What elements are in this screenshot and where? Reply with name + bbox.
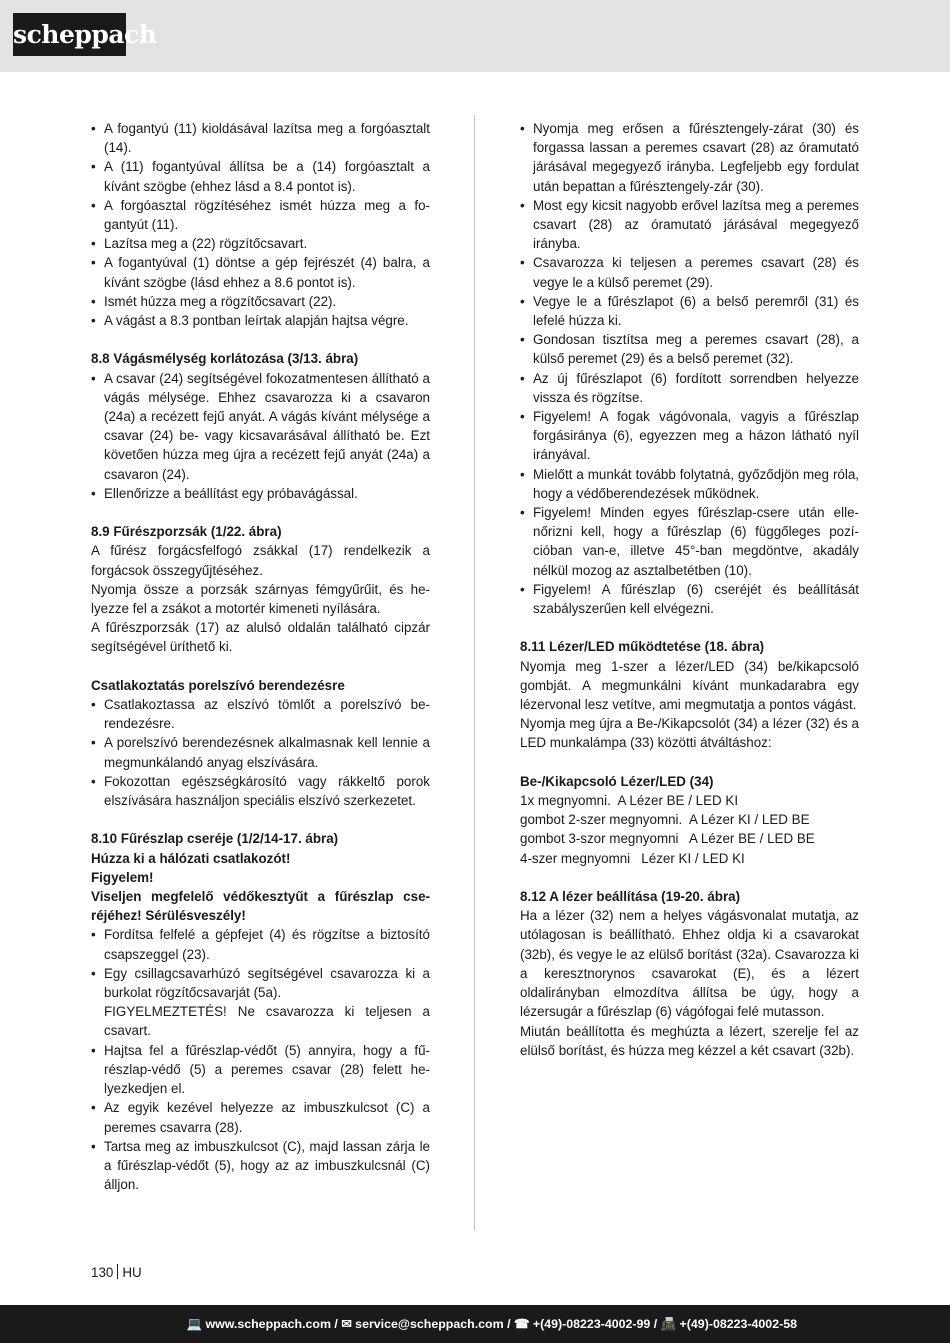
page-header xyxy=(0,0,950,72)
section-heading-8-11: 8.11 Lézer/LED működtetése (18. ábra) xyxy=(520,639,765,655)
list-item: • A vágást a 8.3 pontban leírtak alapján hajtsa végre. xyxy=(91,311,430,330)
website-link[interactable]: www.scheppach.com / xyxy=(205,1317,338,1331)
language-code: HU xyxy=(122,1265,142,1280)
paragraph: A fűrészporzsák (17) az alulsó oldalán található cipzár segítségével üríthető ki. xyxy=(91,620,430,655)
list-item: • Gondosan tisztítsa meg a peremes csavart (28), a külső peremet (29) és a belső peremet (32). xyxy=(520,330,859,368)
column-divider xyxy=(474,115,475,1231)
paragraph: Ha a lézer (32) nem a helyes vágásvonalat mutatja, az utólagosan is beállítható. Ehhez oldja ki a csavarokat (32b), és vegye le az elülső borítást (32a). Csavarozza ki a keresztnorynos csavarokat (E), és a lézert oldalirányban elmozdítva állítsa be úgy, hogy a lézersugár a fűrészlap (6) vágófogai felé mutasson. xyxy=(520,908,859,1020)
switch-line: 4-szer megnyomni Lézer KI / LED KI xyxy=(520,850,745,866)
list-item: • Ellenőrizze a beállítást egy próbavágással. xyxy=(91,484,430,503)
list-item: • A forgóasztal rögzítéséhez ismét húzza meg a fogantyút (11). xyxy=(91,196,430,234)
list-item: • Vegye le a fűrészlapot (6) a belső peremről (31) és lefelé húzza ki. xyxy=(520,292,859,330)
intro-list xyxy=(91,119,430,330)
scheppach-logo: scheppach xyxy=(13,13,126,56)
paragraph: Nyomja meg 1-szer a lézer/LED (34) be/kikapcsoló gombját. A megmunkálni kívánt munkadarabra egy lézervonal lesz vetítve, ami megmutatja a pontos vágást. xyxy=(520,658,859,713)
list-item: • A porelszívó berendezésnek alkalmasnak kell lennie a megmunkálandó anyag elszívására. xyxy=(91,733,430,771)
switch-line: gombot 3-szor megnyomni A Lézer BE / LED BE xyxy=(520,831,815,847)
list-item: • Az egyik kezével helyezze az imbuszkulcsot (C) a peremes csavarra (28). xyxy=(91,1098,430,1136)
paragraph: Nyomja össze a porzsák szárnyas fémgyűrűit, és helyezze fel a zsákot a motortér kimeneti nyílására. xyxy=(91,581,430,617)
list-item: • Figyelem! A fogak vágóvonala, vagyis a fűrészlap forgásiránya (6), egyezzen meg a házon látható nyíl irányával. xyxy=(520,407,859,465)
list-item: • A csavar (24) segítségével fokozatmentesen állítható a vágás mélysége. Ehhez csavarozza ki a csavaron (24a) a recézett fejű anyát. A vágás kívánt mélysége a csavar (24) be- vagy kicsavarásával állítható be. Ezt követően húzza meg újra a recézett fejű anyát (24a) a csavaron (24). xyxy=(91,369,430,484)
list-item: • Fordítsa felfelé a gépfejet (4) és rögzítse a biztosító csapszeggel (23). xyxy=(91,925,430,963)
list-item: • Lazítsa meg a (22) rögzítőcsavart. xyxy=(91,234,430,253)
switch-heading: Be-/Kikapcsoló Lézer/LED (34) xyxy=(520,773,714,789)
section-heading-8-10: 8.10 Fűrészlap cseréje (1/2/14-17. ábra) xyxy=(91,831,339,847)
list-item: • Figyelem! A fűrészlap (6) cseréjét és beállítását szabályszerűen kell elvégezni. xyxy=(520,580,859,618)
switch-line: 1x megnyomni. A Lézer BE / LED KI xyxy=(520,793,739,809)
paragraph: Miután beállította és meghúzta a lézert, szerelje fel az elülső borítást, és húzza meg kézzel a két csavart (32b). xyxy=(520,1023,859,1058)
list-item: • Tartsa meg az imbuszkulcsot (C), majd lassan zárja le a fűrészlap-védőt (5), hogy az az imbuszkulcsnál (C) álljon. xyxy=(91,1137,430,1195)
computer-icon: 💻 xyxy=(186,1317,202,1331)
list-item: • Figyelem! Minden egyes fűrészlap-csere után ellenőrizni kell, hogy a fűrészlap (6) függőleges pozícióban van-e, illetve 45°-ban megdöntve, akadály nélkül mozog az asztalbetétben (10). xyxy=(520,503,859,580)
warning-unplug: Húzza ki a hálózati csatlakozót! xyxy=(91,850,291,866)
list-item: • Nyomja meg erősen a fűrésztengely-zárat (30) és forgassa lassan a peremes csavart (28) az óramutató járásával megegyező irányba. Legfeljebb egy fordulat után bepattan a fűrésztengely-zár (30). xyxy=(520,119,859,196)
list-item: • Most egy kicsit nagyobb erővel lazítsa meg a peremes csavart (28) az óramutató járásával megegyező irányba. xyxy=(520,196,859,254)
list-item: • A fogantyúval (1) döntse a gép fejrészét (4) balra, a kívánt szögbe (lásd ehhez a 8.6 pontot is). xyxy=(91,253,430,291)
section-8-8-list xyxy=(91,369,430,503)
list-item xyxy=(91,964,430,1041)
page-number: 130 xyxy=(91,1265,114,1280)
email-link[interactable]: service@scheppach.com / xyxy=(355,1317,511,1331)
left-column xyxy=(91,119,430,1194)
section-heading-8-8: 8.8 Vágásmélység korlátozása (3/13. ábra) xyxy=(91,351,359,367)
warning-attention: Figyelem! xyxy=(91,869,154,885)
blade-change-list xyxy=(520,119,859,618)
right-column xyxy=(520,119,859,1060)
fax-number: +(49)-08223-4002-58 xyxy=(679,1317,797,1331)
list-item: • Csavarozza ki teljesen a peremes csavart (28) és vegye le a külső peremet (29). xyxy=(520,253,859,291)
list-item: • A fogantyú (11) kioldásával lazítsa meg a forgóasztalt (14). xyxy=(91,119,430,157)
warning-note: FIGYELMEZTETÉS! Ne csavarozza ki teljesen a csavart. xyxy=(104,1004,430,1039)
section-8-10-list xyxy=(91,925,430,1194)
contact-bar xyxy=(0,1305,950,1343)
suction-list xyxy=(91,695,430,810)
list-item: • Fokozottan egészségkárosító vagy rákkeltő porok elszívására használjon speciális elszívó szerkezetet. xyxy=(91,772,430,810)
phone-icon: ☎ xyxy=(513,1317,530,1331)
list-item: • Ismét húzza meg a rögzítőcsavart (22). xyxy=(91,292,430,311)
section-heading-8-12: 8.12 A lézer beállítása (19-20. ábra) xyxy=(520,889,741,905)
list-item: • Csatlakoztassa az elszívó tömlőt a porelszívó berendezésre. xyxy=(91,695,430,733)
fax-icon: 📠 xyxy=(660,1317,677,1331)
list-item: • Az új fűrészlapot (6) fordított sorrendben helyezze vissza és rögzítse. xyxy=(520,369,859,407)
section-heading-suction: Csatlakoztatás porelszívó berendezésre xyxy=(91,677,345,693)
section-heading-8-9: 8.9 Fűrészporzsák (1/22. ábra) xyxy=(91,524,282,540)
page-number-block xyxy=(91,1264,142,1280)
list-item: • A (11) fogantyúval állítsa be a (14) forgóasztalt a kívánt szögbe (ehhez lásd a 8.4 pontot is). xyxy=(91,157,430,195)
list-item: • Mielőtt a munkát tovább folytatná, győződjön meg róla, hogy a védőberendezések működnek. xyxy=(520,465,859,503)
list-item: • Hajtsa fel a fűrészlap-védőt (5) annyira, hogy a fűrészlap-védő (5) a peremes csavar (28) felett helyezkedjen el. xyxy=(91,1041,430,1099)
paragraph: Nyomja meg újra a Be-/Kikapcsolót (34) a lézer (32) és a LED munkalámpa (33) közötti átváltáshoz: xyxy=(520,716,859,751)
switch-line: gombot 2-szer megnyomni. A Lézer KI / LED BE xyxy=(520,812,810,828)
list-item-text: Egy csillagcsavarhúzó segítségével csavarozza ki a burkolat rögzítőcsavarját (5a). xyxy=(104,965,430,1001)
phone-number: +(49)-08223-4002-99 / xyxy=(532,1317,658,1331)
page-separator xyxy=(117,1264,118,1279)
warning-gloves: Viseljen megfelelő védőkesztyűt a fűrészlap cseréjéhez! Sérülésveszély! xyxy=(91,889,430,924)
mail-icon: ✉ xyxy=(341,1317,352,1331)
paragraph: A fűrész forgácsfelfogó zsákkal (17) rendelkezik a forgácsok összegyűjtéséhez. xyxy=(91,543,430,578)
